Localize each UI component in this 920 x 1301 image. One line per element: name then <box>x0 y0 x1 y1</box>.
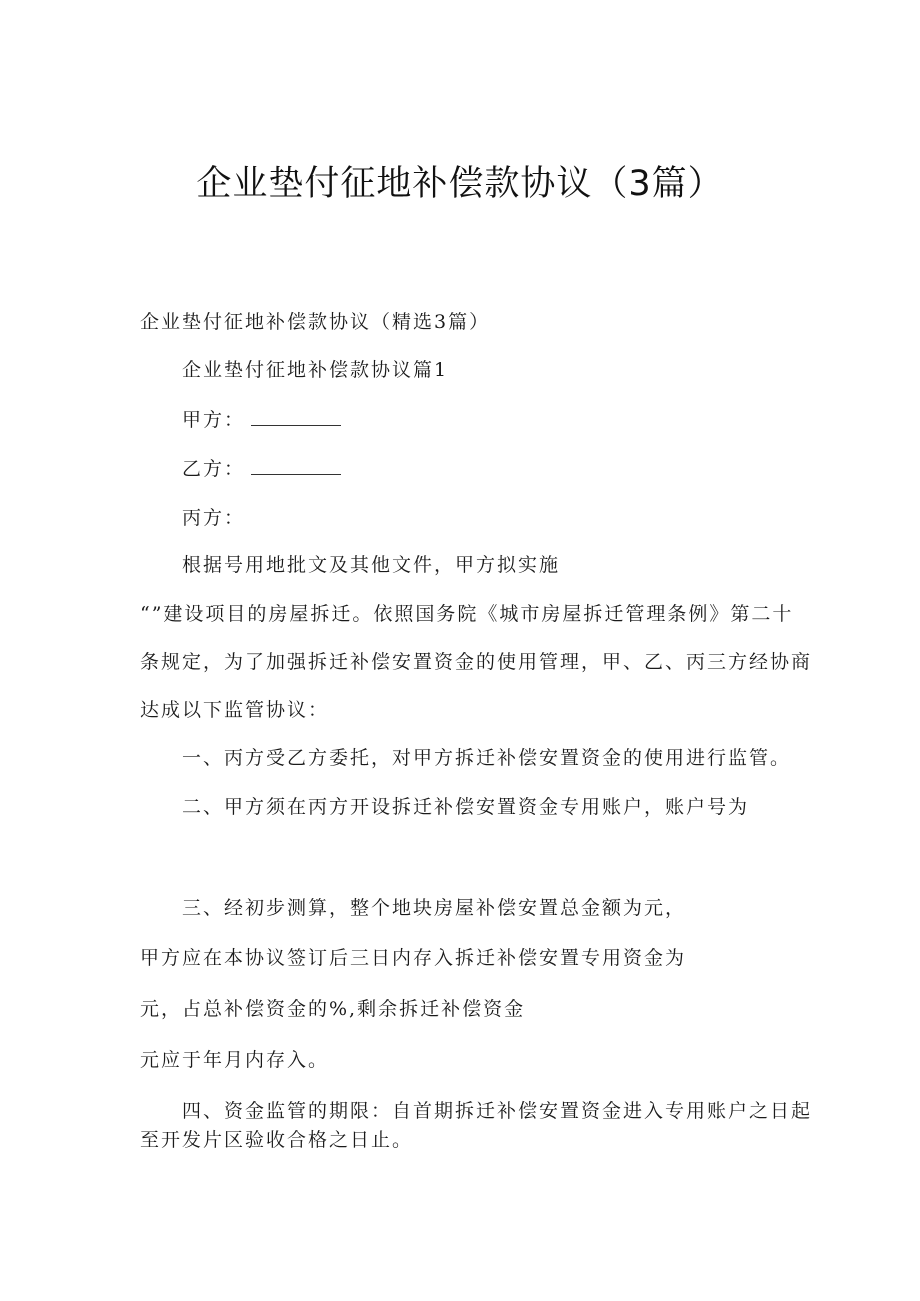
clause-3-line3: 元，占总补偿资金的%,剩余拆迁补偿资金 <box>140 998 526 1020</box>
clause-3-line2: 甲方应在本协议签订后三日内存入拆迁补偿安置专用资金为 <box>140 947 687 969</box>
para1-line1: 根据号用地批文及其他文件，甲方拟实施 <box>182 554 561 576</box>
para1-line2: “”建设项目的房屋拆迁。依照国务院《城市房屋拆迁管理条例》第二十 <box>140 603 794 625</box>
party-a-line <box>182 408 341 432</box>
para1-line3: 条规定，为了加强拆迁补偿安置资金的使用管理，甲、乙、丙三方经协商 <box>140 651 813 673</box>
clause-3-line4: 元应于年月内存入。 <box>140 1049 330 1071</box>
document-title: 企业垫付征地补偿款协议（3篇） <box>196 164 724 204</box>
party-c-label: 丙方： <box>182 507 246 529</box>
party-a-label: 甲方： <box>182 409 246 431</box>
clause-4-line1: 四、资金监管的期限：自首期拆迁补偿安置资金进入专用账户之日起 <box>182 1100 813 1122</box>
section-heading: 企业垫付征地补偿款协议篇1 <box>182 359 449 381</box>
document-subtitle: 企业垫付征地补偿款协议（精选3篇） <box>140 311 491 333</box>
party-c-line <box>182 506 245 530</box>
party-b-line <box>182 457 341 481</box>
clause-2: 二、甲方须在丙方开设拆迁补偿安置资金专用账户，账户号为 <box>182 796 750 818</box>
para1-line4: 达成以下监管协议： <box>140 699 330 721</box>
party-b-blank <box>251 460 341 475</box>
clause-3-line1: 三、经初步测算，整个地块房屋补偿安置总金额为元， <box>182 897 687 919</box>
party-b-label: 乙方： <box>182 458 246 480</box>
clause-4-line2: 至开发片区验收合格之日止。 <box>140 1129 414 1151</box>
party-a-blank <box>251 411 341 426</box>
clause-1: 一、丙方受乙方委托，对甲方拆迁补偿安置资金的使用进行监管。 <box>182 747 792 769</box>
